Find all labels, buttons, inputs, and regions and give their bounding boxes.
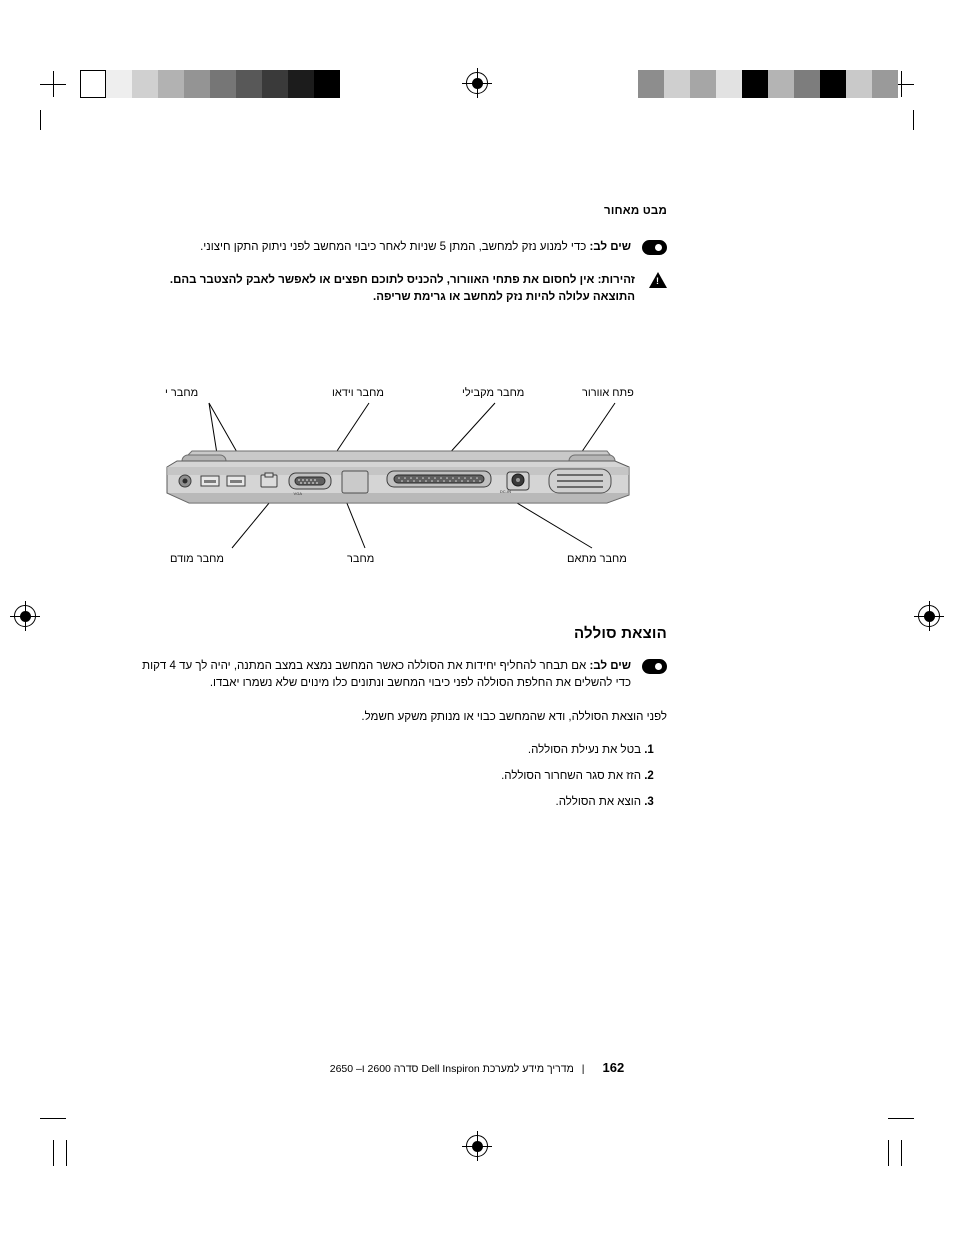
color-calibration-bar-left	[80, 70, 340, 98]
svg-text:DC-IN: DC-IN	[499, 489, 511, 494]
battery-section	[137, 625, 667, 818]
crop-mark-bl-h	[40, 1118, 66, 1119]
notice-block-battery	[137, 658, 667, 692]
crop-mark-br-corner-v	[888, 1140, 889, 1166]
battery-intro-paragraph: לפני הוצאת הסוללה, ודא שהמחשב כבוי או מנותק משקע חשמל.	[361, 711, 667, 723]
crop-mark-bl-corner-v	[66, 1140, 67, 1166]
footer-product: Dell Inspiron סדרה 2600 ו– 2650	[329, 1063, 480, 1075]
page-content	[137, 205, 667, 320]
warning-text: אין לחסום את פתחי האוורור, להכניס לתוכם חפצים או לאפשר לאבק להצטבר בהם. התוצאה עלולה להיות נזק למחשב או גרימת שריפה.	[169, 274, 635, 303]
crop-mark-tl-v	[53, 71, 54, 97]
section-heading-back-view: מבט מאחור	[604, 205, 667, 217]
footer-title: מדריך מידע למערכת	[482, 1063, 574, 1075]
list-item: 3. הוצא את הסוללה.	[137, 792, 641, 812]
section-heading-battery-removal: הוצאת סוללה	[573, 625, 667, 642]
warning-label: זהירות:	[597, 274, 635, 286]
notice-label: שים לב:	[589, 241, 631, 253]
color-calibration-bar-right	[638, 70, 898, 98]
figure-label-modem-connector: מחבר מודם	[170, 553, 224, 565]
registration-mark-right	[918, 605, 940, 627]
notice-icon	[642, 659, 667, 674]
figure-label-air-vent: פתח אוורור	[582, 387, 634, 399]
list-item: 1. בטל את נעילת הסוללה.	[137, 740, 641, 760]
registration-mark-top	[466, 72, 488, 94]
footer-separator: |	[581, 1063, 585, 1075]
crop-mark-br-h	[888, 1118, 914, 1119]
warning-block-back-view	[137, 272, 667, 306]
notice-icon	[642, 240, 667, 255]
page-footer	[0, 1060, 954, 1075]
figure-label-adapter-connector: מחבר מתאם	[567, 553, 627, 565]
crop-mark-bl-v	[53, 1140, 54, 1166]
notice-label: שים לב:	[589, 660, 631, 672]
crop-mark-tr-v	[901, 71, 902, 97]
warning-triangle-icon	[649, 272, 667, 288]
page-number: 162	[602, 1060, 625, 1075]
registration-mark-left	[14, 605, 36, 627]
svg-text:VGA: VGA	[293, 491, 302, 496]
figure-label-parallel-connector: מחבר מקבילי	[462, 387, 525, 399]
crop-mark-tl-corner-h	[40, 110, 41, 130]
notice-text: אם תבחר להחליף יחידות את הסוללה כאשר המחשב נמצא במצב המתנה, יהיה לך עד 4 דקות כדי להשלים את החלפת הסוללה לפני כיבוי המחשב ונתונים כלו מינוים שלא נשמרו יאבדו.	[142, 660, 631, 689]
figure-label-video-connector: מחבר וידאו	[332, 387, 384, 399]
notice-block-back-view	[137, 239, 667, 256]
figure-back-view	[137, 383, 677, 598]
battery-removal-steps	[137, 740, 667, 812]
figure-drawing	[137, 383, 677, 598]
list-item: 2. הזז את סגר השחרור הסוללה.	[137, 766, 641, 786]
figure-label-connector: מחבר	[347, 553, 375, 565]
crop-mark-tr-corner-h	[913, 110, 914, 130]
registration-mark-bottom	[466, 1135, 488, 1157]
notice-text: כדי למנוע נזק למחשב, המתן 5 שניות לאחר כיבוי המחשב לפני ניתוק התקן חיצוני.	[200, 241, 587, 253]
crop-mark-br-v	[901, 1140, 902, 1166]
figure-label-serial-connector: מחבר י	[165, 387, 199, 399]
